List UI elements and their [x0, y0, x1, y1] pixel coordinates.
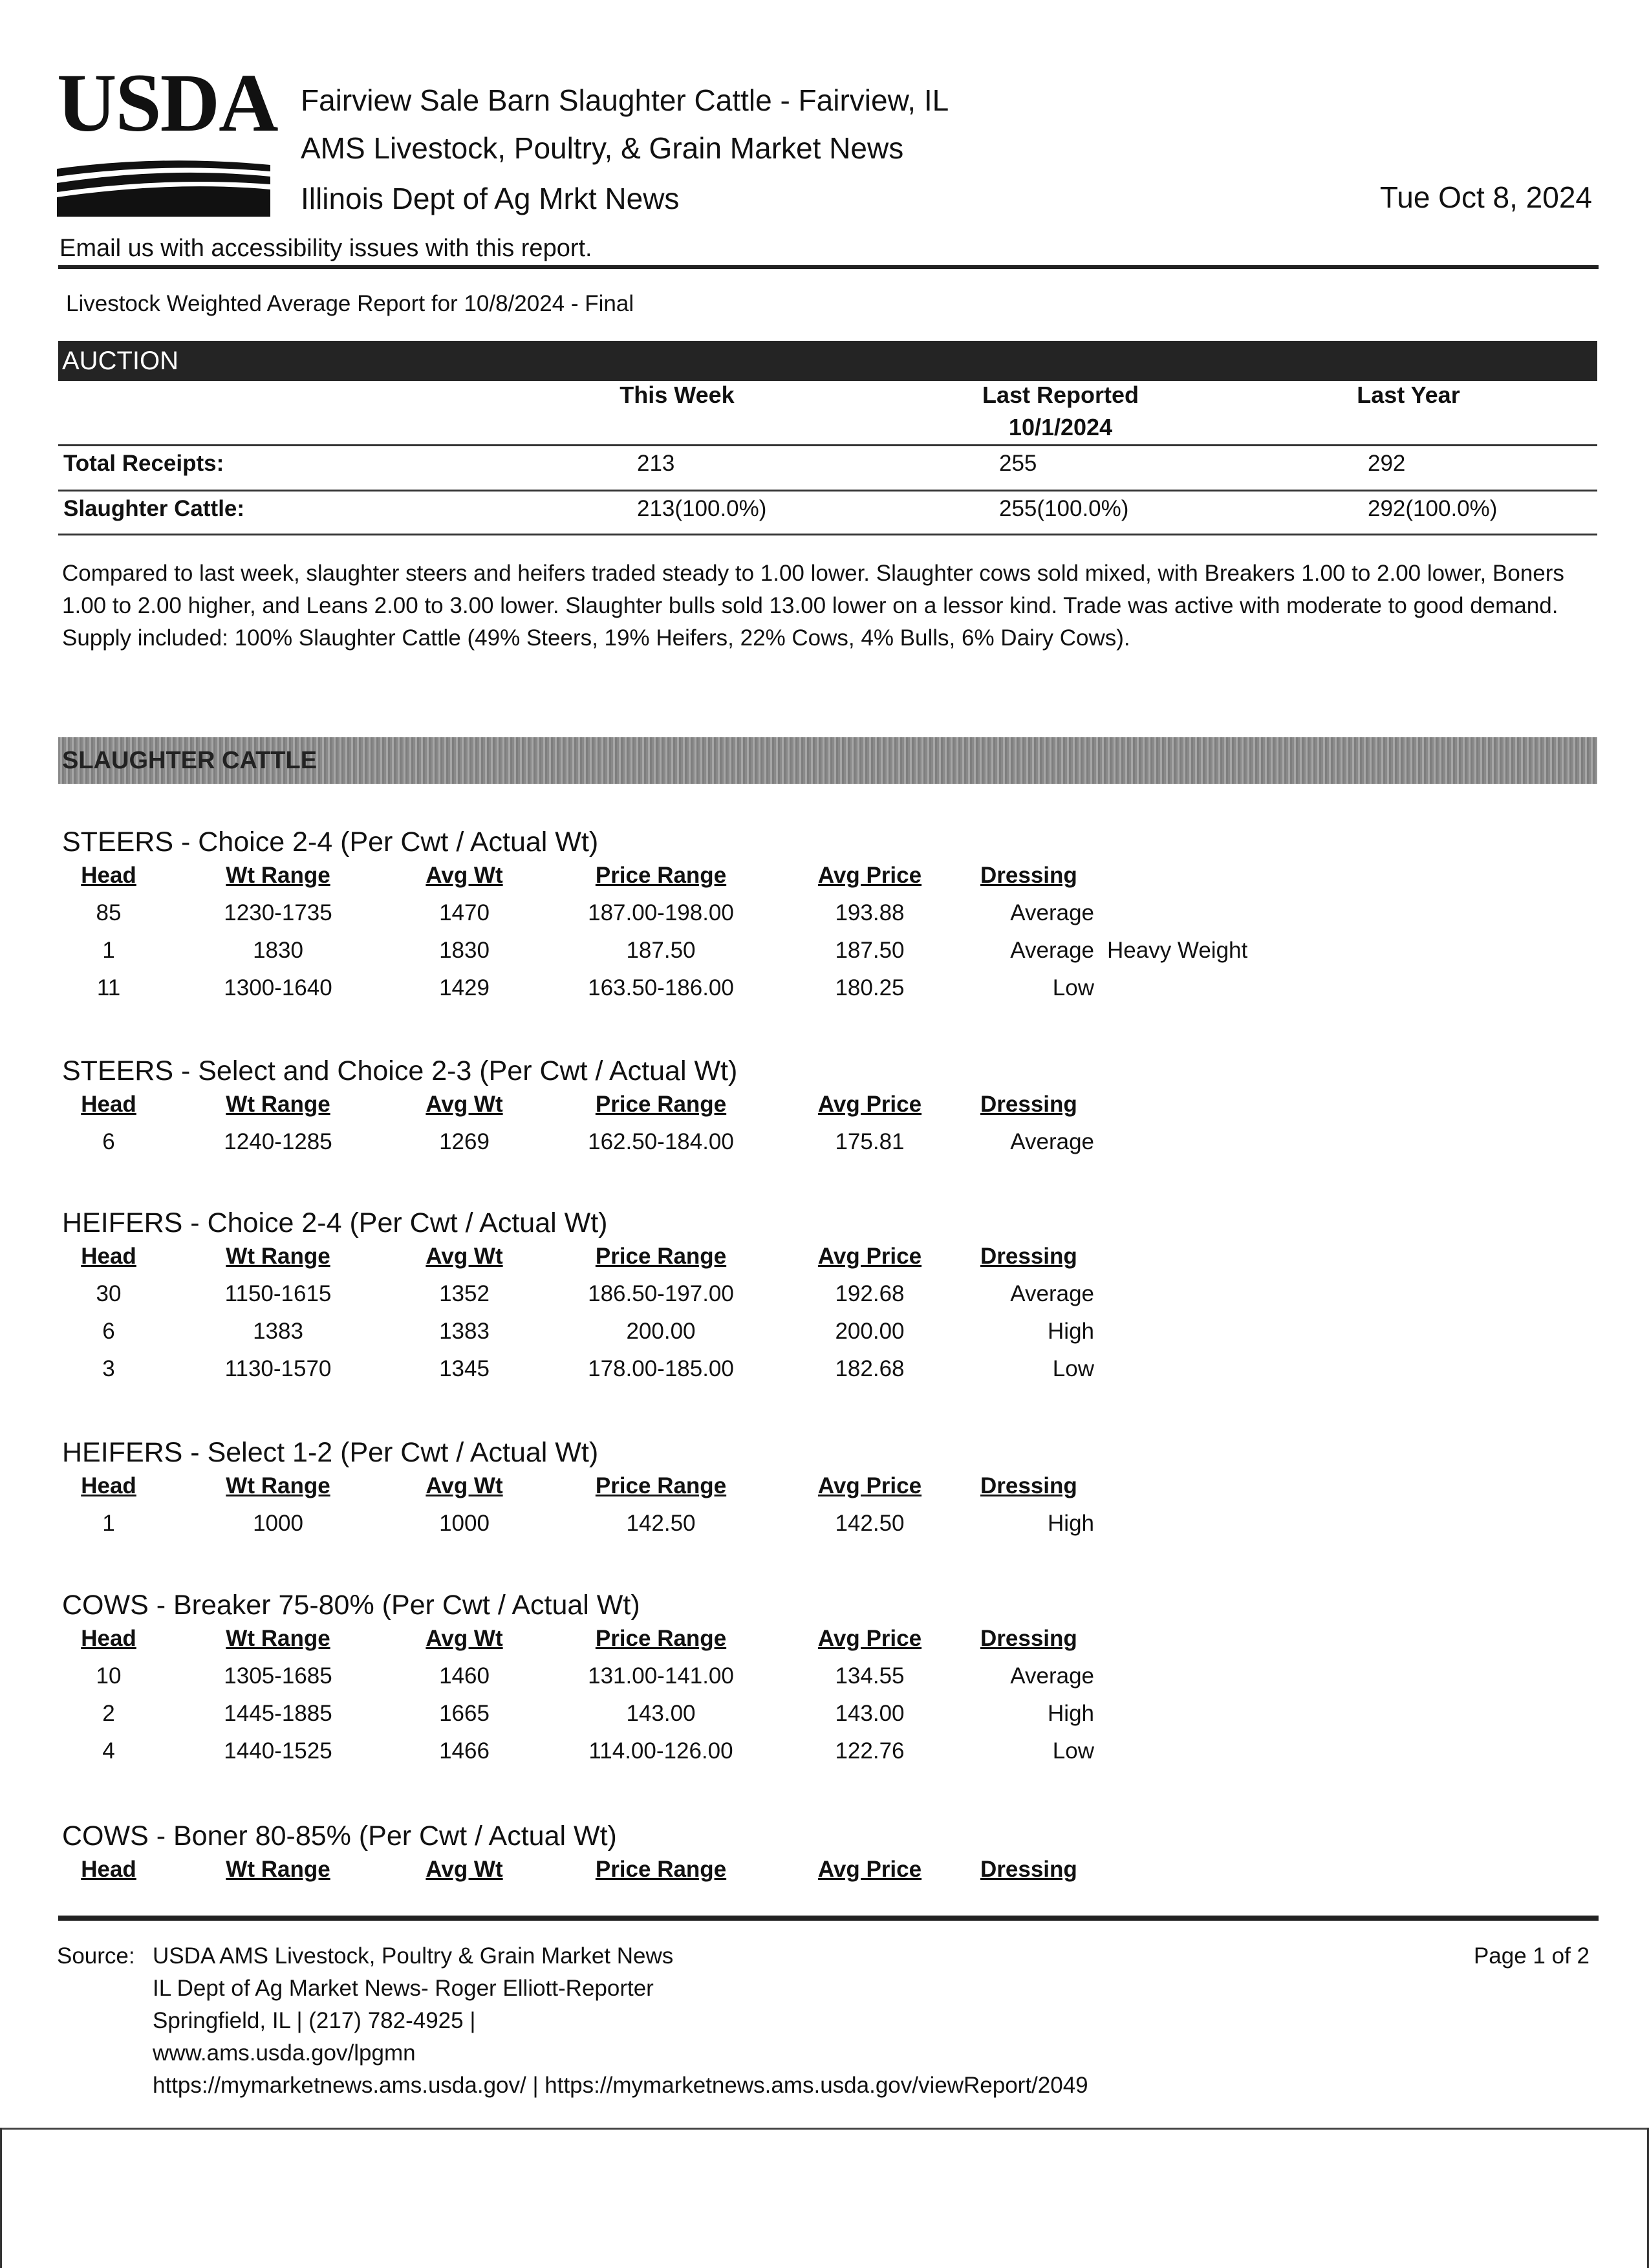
- cell-avg-price: 193.88: [835, 900, 905, 925]
- cell-price-range: 200.00: [626, 1319, 696, 1344]
- cell-avg-price: 180.25: [835, 975, 905, 1000]
- col-header-avg-price: Avg Price: [817, 1857, 922, 1882]
- cell-avg-price: 142.50: [835, 1511, 905, 1536]
- source-line-2: IL Dept of Ag Market News- Roger Elliott-Reporter: [153, 1976, 654, 2001]
- col-header-price-range: Price Range: [595, 1626, 727, 1651]
- col-header-dressing: Dressing: [980, 863, 1077, 888]
- col-header-avg-price: Avg Price: [817, 1473, 922, 1498]
- cell-dressing: Average: [1010, 938, 1094, 963]
- cell-price-range: 142.50: [626, 1511, 696, 1536]
- cell-dressing: Average: [1010, 1663, 1094, 1689]
- col-this-week: This Week: [620, 382, 735, 408]
- col-header-head: Head: [81, 1244, 136, 1269]
- cell-dressing: Average: [1010, 1129, 1094, 1154]
- col-header-dressing: Dressing: [980, 1857, 1077, 1882]
- source-links-mymarketnews[interactable]: https://mymarketnews.ams.usda.gov/ | https://mymarketnews.ams.usda.gov/viewReport/2049: [153, 2073, 1088, 2098]
- source-line-3: Springfield, IL | (217) 782-4925 |: [153, 2008, 476, 2033]
- col-header-avg-wt: Avg Wt: [426, 863, 503, 888]
- cell-price-range: 162.50-184.00: [588, 1129, 734, 1154]
- auction-section-bar: AUCTION: [58, 341, 1597, 381]
- col-header-wt-range: Wt Range: [226, 863, 330, 888]
- cell-price-range: 187.00-198.00: [588, 900, 734, 925]
- block-title: COWS - Boner 80-85% (Per Cwt / Actual Wt): [62, 1820, 617, 1852]
- cell-dressing: Average: [1010, 900, 1094, 925]
- col-header-price-range: Price Range: [595, 863, 727, 888]
- cell-avg-wt: 1665: [439, 1701, 490, 1726]
- cell-note: Heavy Weight: [1107, 938, 1248, 963]
- col-header-head: Head: [81, 1857, 136, 1882]
- col-header-wt-range: Wt Range: [226, 1473, 330, 1498]
- cell-dressing: Low: [1052, 1356, 1094, 1381]
- cell-head: 6: [102, 1129, 115, 1154]
- header-rule: [58, 265, 1599, 269]
- slaughter-cattle-last-reported: 255(100.0%): [999, 496, 1129, 521]
- page-number: Page 1 of 2: [1473, 1943, 1590, 1969]
- cell-avg-wt: 1269: [439, 1129, 490, 1154]
- cell-wt-range: 1300-1640: [224, 975, 332, 1000]
- cell-wt-range: 1305-1685: [224, 1663, 332, 1689]
- report-date: Tue Oct 8, 2024: [1379, 180, 1592, 214]
- cell-avg-price: 200.00: [835, 1319, 905, 1344]
- block-title: STEERS - Select and Choice 2-3 (Per Cwt / Actual Wt): [62, 1055, 738, 1086]
- cell-head: 1: [102, 1511, 115, 1536]
- total-receipts-last-year: 292: [1368, 451, 1406, 476]
- usda-logo-text: USDA: [57, 57, 277, 149]
- cell-wt-range: 1240-1285: [224, 1129, 332, 1154]
- accessibility-email-link[interactable]: Email us with accessibility issues with this report.: [59, 235, 592, 262]
- auction-header-rule: [58, 444, 1597, 446]
- cell-dressing: Average: [1010, 1281, 1094, 1306]
- col-header-head: Head: [81, 863, 136, 888]
- cell-price-range: 131.00-141.00: [588, 1663, 734, 1689]
- source-label: Source:: [57, 1943, 135, 1969]
- slaughter-cattle-this-week: 213(100.0%): [637, 496, 767, 521]
- total-receipts-label: Total Receipts:: [63, 451, 224, 476]
- cell-head: 10: [96, 1663, 122, 1689]
- col-header-price-range: Price Range: [595, 1473, 727, 1498]
- col-header-avg-wt: Avg Wt: [426, 1626, 503, 1651]
- cell-dressing: Low: [1052, 1738, 1094, 1764]
- col-header-avg-price: Avg Price: [817, 1244, 922, 1269]
- slaughter-cattle-last-year: 292(100.0%): [1368, 496, 1498, 521]
- col-header-dressing: Dressing: [980, 1092, 1077, 1117]
- cell-avg-wt: 1429: [439, 975, 490, 1000]
- scan-border-line: [0, 2128, 1649, 2130]
- cell-head: 3: [102, 1356, 115, 1381]
- col-last-year: Last Year: [1357, 382, 1460, 408]
- cell-wt-range: 1830: [253, 938, 303, 963]
- cell-head: 1: [102, 938, 115, 963]
- cell-head: 85: [96, 900, 122, 925]
- report-title: Fairview Sale Barn Slaughter Cattle - Fairview, IL: [301, 83, 949, 117]
- cell-price-range: 187.50: [626, 938, 696, 963]
- slaughter-cattle-section-bar: SLAUGHTER CATTLE: [58, 737, 1597, 784]
- source-link-ams[interactable]: www.ams.usda.gov/lpgmn: [153, 2040, 416, 2066]
- col-header-head: Head: [81, 1626, 136, 1651]
- cell-price-range: 143.00: [626, 1701, 696, 1726]
- col-header-avg-wt: Avg Wt: [426, 1092, 503, 1117]
- cell-price-range: 178.00-185.00: [588, 1356, 734, 1381]
- col-header-dressing: Dressing: [980, 1244, 1077, 1269]
- cell-avg-wt: 1345: [439, 1356, 490, 1381]
- col-header-wt-range: Wt Range: [226, 1244, 330, 1269]
- cell-avg-price: 192.68: [835, 1281, 905, 1306]
- usda-logo: [57, 57, 277, 217]
- footer-rule: [58, 1916, 1599, 1921]
- col-header-avg-wt: Avg Wt: [426, 1244, 503, 1269]
- cell-head: 6: [102, 1319, 115, 1344]
- col-header-price-range: Price Range: [595, 1244, 727, 1269]
- col-header-head: Head: [81, 1092, 136, 1117]
- cell-head: 30: [96, 1281, 122, 1306]
- cell-head: 4: [102, 1738, 115, 1764]
- cell-dressing: High: [1048, 1511, 1094, 1536]
- cell-avg-price: 134.55: [835, 1663, 905, 1689]
- cell-dressing: High: [1048, 1701, 1094, 1726]
- slaughter-cattle-label: Slaughter Cattle:: [63, 496, 245, 521]
- cell-avg-wt: 1466: [439, 1738, 490, 1764]
- cell-wt-range: 1440-1525: [224, 1738, 332, 1764]
- total-receipts-this-week: 213: [637, 451, 675, 476]
- col-header-dressing: Dressing: [980, 1473, 1077, 1498]
- cell-avg-wt: 1830: [439, 938, 490, 963]
- cell-avg-price: 182.68: [835, 1356, 905, 1381]
- col-header-wt-range: Wt Range: [226, 1857, 330, 1882]
- cell-avg-wt: 1470: [439, 900, 490, 925]
- auction-bottom-rule: [58, 534, 1597, 535]
- cell-price-range: 186.50-197.00: [588, 1281, 734, 1306]
- source-line-1: USDA AMS Livestock, Poultry & Grain Market News: [153, 1943, 674, 1969]
- col-header-price-range: Price Range: [595, 1092, 727, 1117]
- col-header-head: Head: [81, 1473, 136, 1498]
- cell-wt-range: 1383: [253, 1319, 303, 1344]
- cell-avg-wt: 1000: [439, 1511, 490, 1536]
- block-title: HEIFERS - Select 1-2 (Per Cwt / Actual Wt): [62, 1437, 599, 1468]
- col-header-dressing: Dressing: [980, 1626, 1077, 1651]
- col-header-price-range: Price Range: [595, 1857, 727, 1882]
- col-header-wt-range: Wt Range: [226, 1092, 330, 1117]
- cell-avg-wt: 1383: [439, 1319, 490, 1344]
- report-subtitle: Livestock Weighted Average Report for 10/8/2024 - Final: [66, 291, 634, 316]
- cell-price-range: 114.00-126.00: [588, 1738, 733, 1764]
- market-summary: Compared to last week, slaughter steers and heifers traded steady to 1.00 lower. Slaughter cows sold mixed, with Breakers 1.00 to 2.00 lower, Boners 1.00 to 2.00 higher, and Leans 2.00 to 3.00 lower. Slaughter bulls sold 13.00 lower on a lessor kind. Trade was active with moderate to good demand. Supply included: 100% Slaughter Cattle (49% Steers, 19% Heifers, 22% Cows, 4% Bulls, 6% Dairy Cows).: [62, 561, 1564, 651]
- cell-dressing: High: [1048, 1319, 1094, 1344]
- cell-wt-range: 1230-1735: [224, 900, 332, 925]
- cell-avg-price: 122.76: [835, 1738, 905, 1764]
- cell-avg-price: 187.50: [835, 938, 905, 963]
- cell-avg-wt: 1352: [439, 1281, 490, 1306]
- cell-dressing: Low: [1052, 975, 1094, 1000]
- header-line-3: Illinois Dept of Ag Mrkt News: [301, 182, 680, 215]
- col-header-wt-range: Wt Range: [226, 1626, 330, 1651]
- cell-wt-range: 1150-1615: [224, 1281, 332, 1306]
- scan-border-left: [0, 2128, 2, 2268]
- col-header-avg-price: Avg Price: [817, 1092, 922, 1117]
- block-title: HEIFERS - Choice 2-4 (Per Cwt / Actual Wt): [62, 1207, 608, 1238]
- cell-avg-price: 143.00: [835, 1701, 905, 1726]
- col-header-avg-wt: Avg Wt: [426, 1857, 503, 1882]
- header-line-2: AMS Livestock, Poultry, & Grain Market News: [301, 131, 904, 165]
- cell-price-range: 163.50-186.00: [588, 975, 734, 1000]
- cell-wt-range: 1130-1570: [224, 1356, 332, 1381]
- cell-avg-price: 175.81: [835, 1129, 905, 1154]
- total-receipts-last-reported: 255: [999, 451, 1037, 476]
- col-header-avg-price: Avg Price: [817, 863, 922, 888]
- cell-head: 11: [96, 975, 121, 1000]
- usda-logo-waves-icon: [57, 157, 270, 217]
- col-last-reported: Last Reported: [982, 382, 1139, 408]
- cell-wt-range: 1000: [253, 1511, 303, 1536]
- cell-avg-wt: 1460: [439, 1663, 490, 1689]
- block-title: STEERS - Choice 2-4 (Per Cwt / Actual Wt): [62, 826, 599, 858]
- block-title: COWS - Breaker 75-80% (Per Cwt / Actual Wt): [62, 1590, 640, 1621]
- cell-wt-range: 1445-1885: [224, 1701, 332, 1726]
- col-last-reported-date: 10/1/2024: [1008, 414, 1113, 440]
- col-header-avg-wt: Avg Wt: [426, 1473, 503, 1498]
- col-header-avg-price: Avg Price: [817, 1626, 922, 1651]
- cell-head: 2: [102, 1701, 115, 1726]
- auction-row-rule: [58, 490, 1597, 491]
